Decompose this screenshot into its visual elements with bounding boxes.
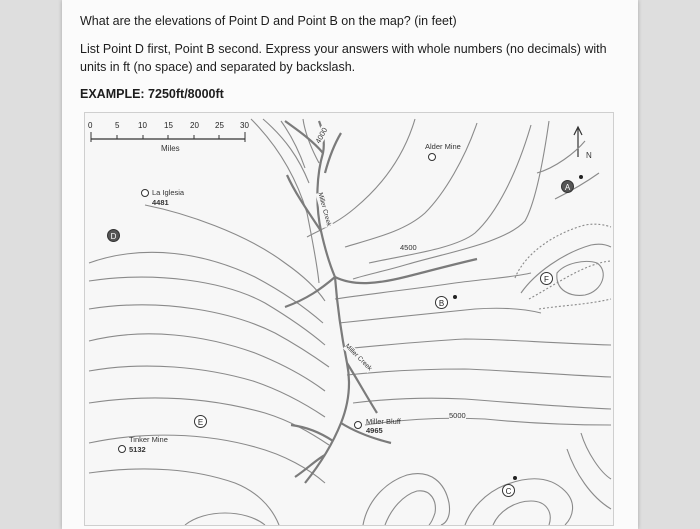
point-c-marker: C — [502, 484, 515, 497]
alder-mine-name: Alder Mine — [425, 142, 461, 151]
scale-bar — [91, 132, 245, 142]
scale-unit: Miles — [161, 144, 180, 153]
tinker-mine-elevation: 5132 — [129, 445, 146, 454]
miller-bluff-name: Miller Bluff — [366, 417, 401, 426]
point-f-marker: F — [540, 272, 553, 285]
la-iglesia-marker — [141, 189, 149, 197]
contour-lines — [85, 113, 613, 525]
contour-label-4000: 4000 — [313, 126, 330, 145]
point-b-dot — [453, 295, 457, 299]
scale-tick: 10 — [138, 121, 147, 130]
contour-label-5000: 5000 — [449, 411, 466, 420]
contour-label-4500: 4500 — [400, 243, 417, 252]
north-arrow — [574, 127, 582, 157]
point-c-dot — [513, 476, 517, 480]
tinker-mine-marker — [118, 445, 126, 453]
creek-label-upper: Miller Creek — [316, 191, 333, 228]
question-text: What are the elevations of Point D and Point B on the map? (in feet) — [80, 14, 457, 28]
point-d-marker: D — [107, 229, 120, 242]
north-label: N — [586, 151, 592, 160]
point-e-marker: E — [194, 415, 207, 428]
scale-tick: 25 — [215, 121, 224, 130]
scale-tick: 0 — [88, 121, 93, 130]
miller-bluff-elevation: 4965 — [366, 426, 383, 435]
point-b-marker: B — [435, 296, 448, 309]
answer-example: EXAMPLE: 7250ft/8000ft — [80, 87, 224, 101]
scale-tick: 30 — [240, 121, 249, 130]
alder-mine-marker — [428, 153, 436, 161]
la-iglesia-name: La Iglesia — [152, 188, 185, 197]
topographic-map — [84, 112, 614, 526]
question-instructions: List Point D first, Point B second. Express your answers with whole numbers (no decimals) with units in ft (no space) and separated by backslash. — [80, 42, 607, 74]
point-a-dot — [579, 175, 583, 179]
miller-bluff-marker — [354, 421, 362, 429]
scale-tick: 5 — [115, 121, 120, 130]
point-a-marker: A — [561, 180, 574, 193]
scale-tick: 20 — [190, 121, 199, 130]
creek-label-lower: Miller Creek — [343, 342, 374, 373]
la-iglesia-elevation: 4481 — [152, 198, 169, 207]
tinker-mine-name: Tinker Mine — [129, 435, 168, 444]
scale-tick: 15 — [164, 121, 173, 130]
